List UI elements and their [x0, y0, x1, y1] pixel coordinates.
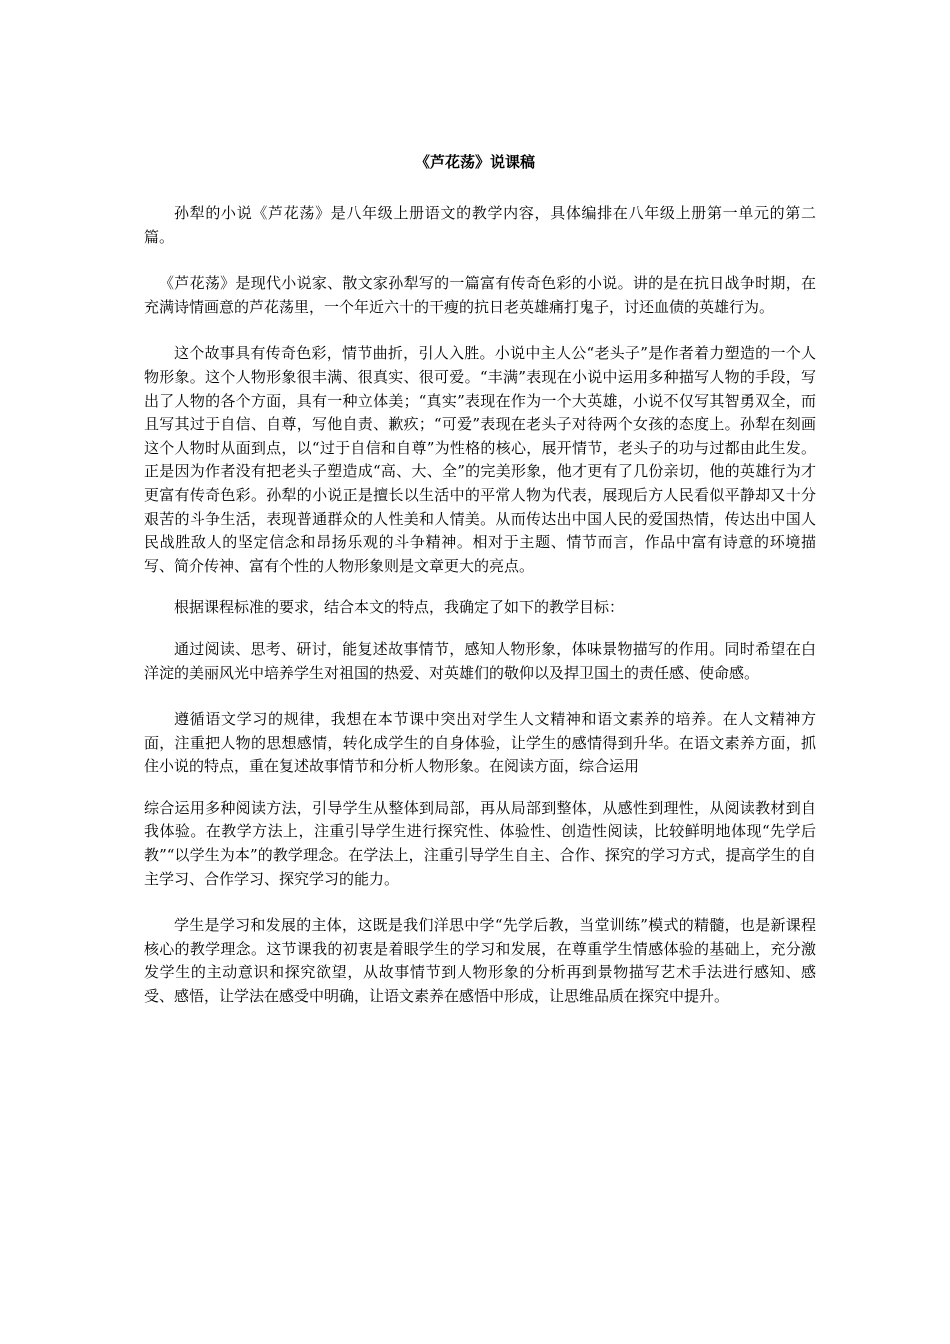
document-body — [144, 202, 816, 1032]
paragraph-learning-principles: 遵循语文学习的规律，我想在本节课中突出对学生人文精神和语文素养的培养。在人文精神方面，注重把人物的思想感情，转化成学生的自身体验，让学生的感情得到升华。在语文素养方面，抓住小说的特点，重在复述故事情节和分析人物形象。在阅读方面，综合运用 — [144, 710, 816, 776]
paragraph-goals-intro: 根据课程标准的要求，结合本文的特点，我确定了如下的教学目标： — [174, 598, 625, 617]
paragraph-teaching-goals: 通过阅读、思考、研讨，能复述故事情节，感知人物形象，体味景物描写的作用。同时希望在白洋淀的美丽风光中培养学生对祖国的热爱、对英雄们的敬仰以及捍卫国土的责任感、使命感。 — [144, 639, 816, 682]
paragraph-teaching-methods: 综合运用多种阅读方法，引导学生从整体到局部，再从局部到整体，从感性到理性，从阅读教材到自我体验。在教学方法上，注重引导学生进行探究性、体验性、创造性阅读，比较鲜明地体现“先学后教”“以学生为本”的教学理念。在学法上，注重引导学生自主、合作、探究的学习方式，提高学生的自主学习、合作学习、探究学习的能力。 — [144, 798, 816, 888]
document-title: 《芦花荡》说课稿 — [414, 153, 535, 171]
paragraph-summary: 《芦花荡》是现代小说家、散文家孙犁写的一篇富有传奇色彩的小说。讲的是在抗日战争时期，在充满诗情画意的芦花荡里，一个年近六十的干瘦的抗日老英雄痛打鬼子，讨还血债的英雄行为。 — [144, 274, 816, 316]
paragraph-student-centered: 学生是学习和发展的主体，这既是我们洋思中学“先学后教，当堂训练”模式的精髓，也是新课程核心的教学理念。这节课我的初衷是着眼学生的学习和发展，在尊重学生情感体验的基础上，充分激发学生的主动意识和探究欲望，从故事情节到人物形象的分析再到景物描写艺术手法进行感知、感受、感悟，让学法在感受中明确，让语文素养在感悟中形成，让思维品质在探究中提升。 — [144, 916, 816, 1006]
paragraph-intro: 孙犁的小说《芦花荡》是八年级上册语文的教学内容，具体编排在八年级上册第一单元的第二篇。 — [144, 204, 816, 246]
paragraph-character-analysis: 这个故事具有传奇色彩，情节曲折，引人入胜。小说中主人公“老头子”是作者着力塑造的一个人物形象。这个人物形象很丰满、很真实、很可爱。“丰满”表现在小说中运用多种描写人物的手段，写出了人物的各个方面，具有一种立体美；“真实”表现在作为一个大英雄，小说不仅写其智勇双全，而且写其过于自信、自尊，写他自责、歉疚；“可爱”表现在老头子对待两个女孩的态度上。孙犁在刻画这个人物时从面到点，以“过于自信和自尊”为性格的核心，展开情节，老头子的功与过都由此生发。正是因为作者没有把老头子塑造成“高、大、全”的完美形象，他才更有了几份亲切，他的英雄行为才更富有传奇色彩。孙犁的小说正是擅长以生活中的平常人物为代表，展现后方人民看似平静却又十分艰苦的斗争生活，表现普通群众的人性美和人情美。从而传达出中国人民的爱国热情，传达出中国人民战胜敌人的坚定信念和昂扬乐观的斗争精神。相对于主题、情节而言，作品中富有诗意的环境描写、简介传神、富有个性的人物形象则是文章更大的亮点。 — [144, 344, 816, 575]
